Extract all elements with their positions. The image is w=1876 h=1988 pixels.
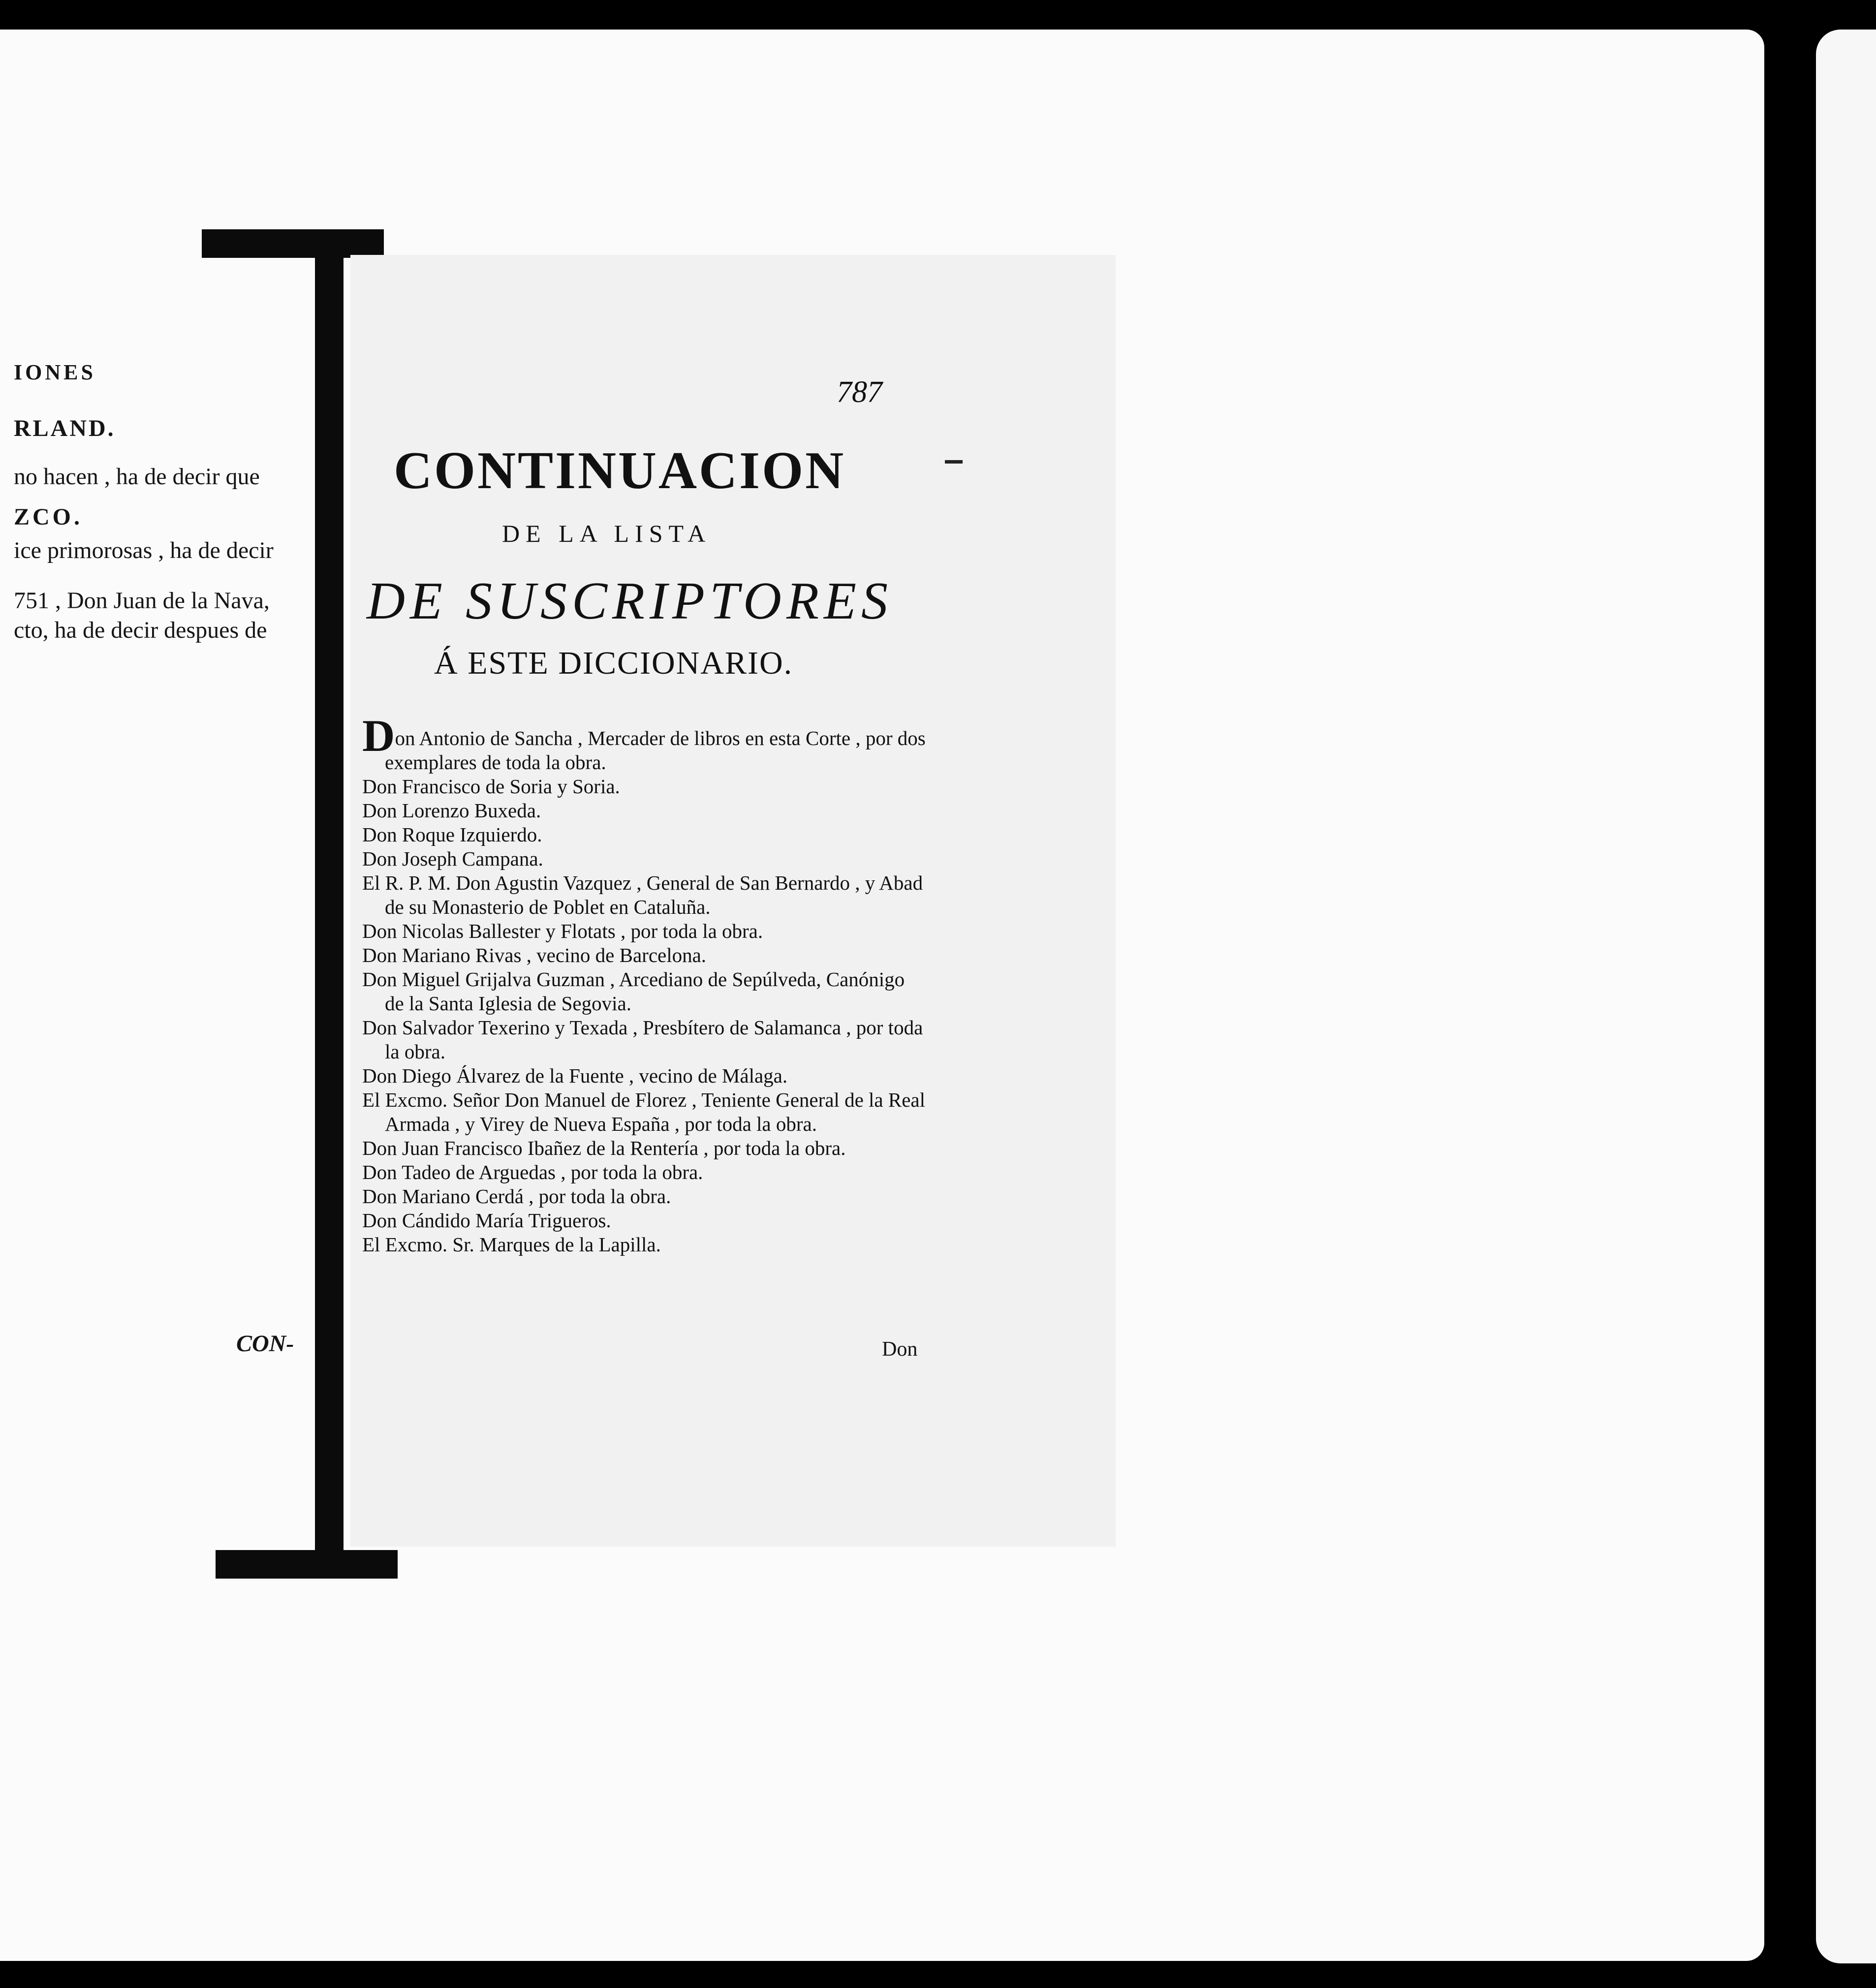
title-a-este-diccionario: Á ESTE DICCIONARIO.	[434, 645, 793, 681]
list-item: Don Joseph Campana.	[362, 847, 543, 870]
drop-cap: D	[362, 711, 395, 761]
subscriber-list	[362, 711, 926, 1257]
list-item: Don Francisco de Soria y Soria.	[362, 775, 620, 798]
title-de-suscriptores: DE SUSCRIPTORES	[367, 572, 893, 630]
list-item: Don Cándido María Trigueros.	[362, 1209, 611, 1232]
next-page-edge	[1816, 30, 1876, 1963]
list-item: Don Tadeo de Arguedas , por toda la obra.	[362, 1161, 703, 1183]
page-number: 787	[837, 375, 882, 409]
clip-bracket-top	[202, 229, 384, 258]
margin-dash	[945, 460, 963, 464]
left-page-fragment	[0, 340, 315, 1373]
left-line-5: ice primorosas , ha de decir	[14, 537, 274, 563]
list-item: El R. P. M. Don Agustin Vazquez , General de San Bernardo , y Abad de su Monasterio de Poblet en Cataluña.	[362, 871, 923, 918]
left-line-3: no hacen , ha de decir que	[14, 464, 260, 490]
list-item: Don Juan Francisco Ibañez de la Rentería , por toda la obra.	[362, 1137, 846, 1159]
list-item	[362, 711, 926, 775]
list-item: El Excmo. Señor Don Manuel de Florez , Teniente General de la Real Armada , y Virey de Nueva España , por toda la obra.	[362, 1088, 925, 1135]
left-line-7: cto, ha de decir despues de	[14, 617, 267, 643]
list-item: Don Miguel Grijalva Guzman , Arcediano de Sepúlveda, Canónigo de la Santa Iglesia de Segovia.	[362, 968, 905, 1015]
left-catchword: CON-	[236, 1331, 294, 1357]
list-item: Don Nicolas Ballester y Flotats , por toda la obra.	[362, 920, 763, 942]
left-heading-4: ZCO.	[14, 504, 83, 530]
list-item-text: on Antonio de Sancha , Mercader de libros en esta Corte , por dos exemplares de toda la obra.	[385, 727, 926, 774]
list-item: Don Mariano Rivas , vecino de Barcelona.	[362, 944, 707, 966]
clip-bracket-bottom	[216, 1550, 398, 1579]
catchword: Don	[882, 1338, 918, 1361]
list-item: Don Roque Izquierdo.	[362, 823, 542, 846]
list-item: Don Lorenzo Buxeda.	[362, 799, 541, 822]
list-item: Don Salvador Texerino y Texada , Presbítero de Salamanca , por toda la obra.	[362, 1016, 923, 1063]
title-continuacion: CONTINUACION	[394, 441, 846, 500]
clip-bracket-bar	[315, 229, 344, 1563]
left-heading-1: IONES	[14, 360, 96, 384]
list-item: Don Diego Álvarez de la Fuente , vecino de Málaga.	[362, 1064, 788, 1087]
left-line-6: 751 , Don Juan de la Nava,	[14, 588, 270, 614]
title-de-la-lista: DE LA LISTA	[502, 520, 712, 547]
left-heading-2: RLAND.	[14, 415, 116, 441]
list-item: El Excmo. Sr. Marques de la Lapilla.	[362, 1233, 661, 1256]
list-item: Don Mariano Cerdá , por toda la obra.	[362, 1185, 671, 1208]
